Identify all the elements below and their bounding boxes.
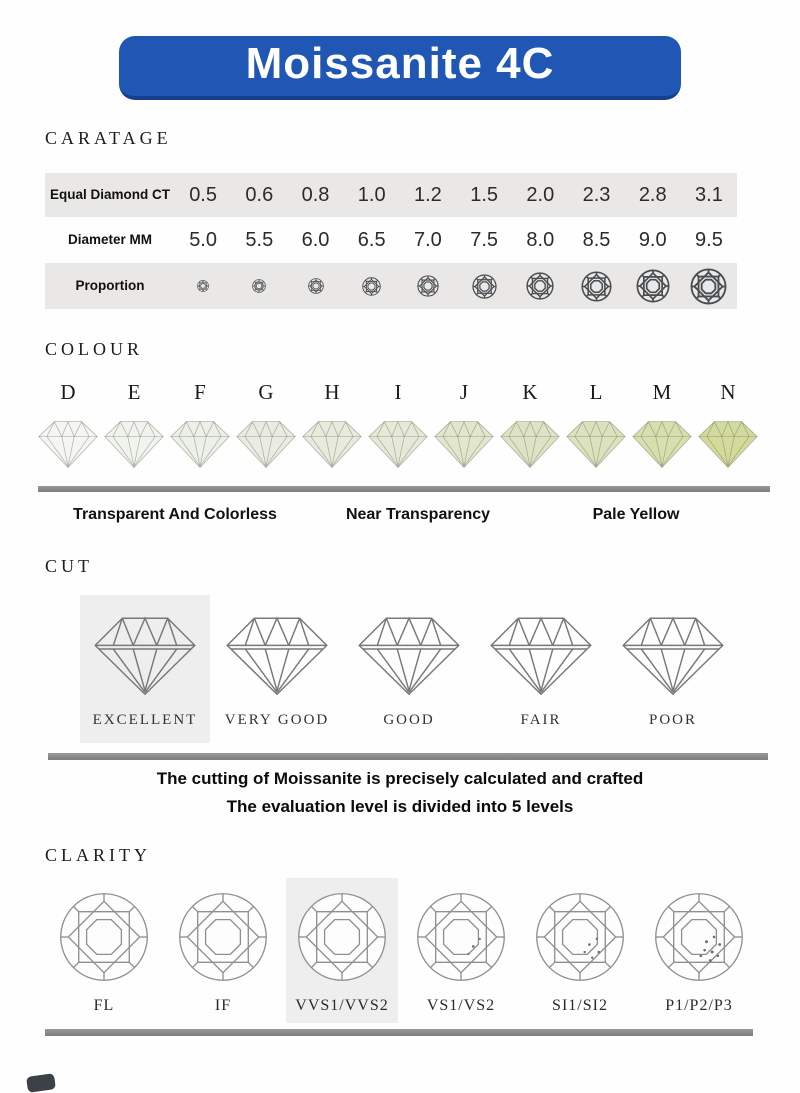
proportion-diamond-icon: [681, 268, 737, 305]
table-row-proportion: [45, 263, 737, 309]
diameter-value: 9.5: [695, 228, 723, 251]
range-label: Near Transparency: [345, 506, 491, 523]
grade-letter: D: [60, 380, 76, 404]
clarity-levels: [48, 878, 800, 1023]
clarity-level-p: [643, 878, 755, 1023]
cut-diamond-icon: [221, 611, 333, 697]
grade-letter: G: [258, 380, 274, 404]
proportion-diamond-icon: [344, 275, 400, 298]
row-label-diameter: Diameter MM: [67, 231, 153, 247]
range-label: Pale Yellow: [592, 506, 680, 523]
colour-range-labels: [35, 506, 751, 524]
carat-value: 0.6: [245, 183, 274, 206]
clarity-diamond-icon: [57, 890, 151, 984]
table-row-carat: [45, 173, 737, 217]
cut-heading: CUT: [45, 556, 93, 576]
cut-levels: [80, 595, 800, 743]
colour-grade-diamonds: [35, 419, 761, 474]
clarity-level-label: FL: [93, 997, 115, 1014]
clarity-level-label: VS1/VS2: [426, 997, 496, 1014]
cut-divider: [48, 753, 768, 760]
row-label-proportion: Proportion: [75, 277, 145, 293]
cut-level-good: [344, 595, 474, 743]
cut-diamond-icon: [617, 611, 729, 697]
carat-value: 0.8: [301, 183, 330, 206]
clarity-level-vs: [405, 878, 517, 1023]
clarity-level-if: [167, 878, 279, 1023]
diameter-value: 9.0: [638, 228, 667, 251]
page-title: Moissanite 4C: [245, 39, 555, 88]
diameter-value: 5.5: [245, 228, 274, 251]
colour-diamond-icon: [365, 419, 431, 474]
cut-level-very-good: [212, 595, 342, 743]
clarity-diamond-icon: [533, 890, 627, 984]
caratage-table: [45, 173, 737, 309]
cut-diamond-icon: [89, 611, 201, 697]
grade-letter: L: [589, 380, 603, 404]
proportion-diamond-icon: [512, 272, 568, 300]
grade-letter: F: [194, 380, 206, 404]
colour-heading: COLOUR: [45, 339, 144, 359]
colour-diamond-icon: [167, 419, 233, 474]
carat-value: 2.0: [526, 183, 555, 206]
carat-value: 3.1: [695, 183, 723, 206]
colour-diamond-icon: [101, 419, 167, 474]
clarity-diamond-icon: [414, 890, 508, 984]
proportion-diamond-icon: [625, 269, 681, 303]
cut-note-line1: The cutting of Moissanite is precisely calculated and crafted: [156, 769, 644, 788]
diameter-value: 7.0: [414, 228, 442, 251]
colour-diamond-icon: [299, 419, 365, 474]
clarity-divider: [45, 1029, 753, 1036]
proportion-diamond-icon: [231, 275, 287, 298]
carat-value: 2.3: [582, 183, 611, 206]
colour-diamond-icon: [497, 419, 563, 474]
clarity-diamond-icon: [295, 890, 389, 984]
clarity-level-vvs: [286, 878, 398, 1023]
row-label-carat: Equal Diamond CT: [49, 186, 170, 202]
clarity-level-label: IF: [214, 997, 232, 1014]
cut-level-poor: [608, 595, 738, 743]
colour-diamond-icon: [35, 419, 101, 474]
cut-level-fair: [476, 595, 606, 743]
cut-diamond-icon: [353, 611, 465, 697]
clarity-diamond-icon: [652, 890, 746, 984]
title-banner: [119, 36, 681, 100]
diameter-value: 6.0: [301, 228, 330, 251]
cut-level-excellent: [80, 595, 210, 743]
cut-level-label: FAIR: [520, 712, 562, 728]
cut-level-label: EXCELLENT: [92, 712, 198, 728]
clarity-diamond-icon: [176, 890, 270, 984]
colour-diamond-icon: [695, 419, 761, 474]
proportion-diamond-icon: [175, 275, 231, 298]
clarity-level-si: [524, 878, 636, 1023]
carat-value: 0.5: [189, 183, 217, 206]
grade-letter: M: [652, 380, 672, 404]
grade-letter: J: [459, 380, 469, 404]
proportion-diamond-icon: [287, 275, 343, 298]
clarity-heading: CLARITY: [45, 845, 151, 865]
colour-diamond-icon: [563, 419, 629, 474]
grade-letter: H: [324, 380, 340, 404]
cut-level-label: POOR: [648, 712, 697, 728]
cut-diamond-icon: [485, 611, 597, 697]
proportion-diamond-icon: [456, 274, 512, 299]
proportion-diamond-icon: [400, 275, 456, 298]
diameter-value: 8.0: [526, 228, 555, 251]
diameter-value: 5.0: [189, 228, 217, 251]
colour-diamond-icon: [233, 419, 299, 474]
carat-value: 1.5: [470, 183, 499, 206]
grade-letter: N: [720, 380, 736, 404]
diameter-value: 7.5: [470, 228, 499, 251]
diameter-value: 6.5: [357, 228, 386, 251]
table-row-diameter: [45, 217, 737, 263]
grade-letter: K: [522, 380, 538, 404]
clarity-level-fl: [48, 878, 160, 1023]
cropped-corner-artifact: [26, 1073, 56, 1093]
cut-note-line2: The evaluation level is divided into 5 levels: [226, 797, 574, 816]
clarity-level-label: VVS1/VVS2: [295, 997, 389, 1014]
grade-letter: E: [127, 380, 141, 404]
cut-level-label: GOOD: [383, 712, 435, 728]
grade-letter: I: [394, 380, 402, 404]
clarity-level-label: P1/P2/P3: [665, 997, 733, 1014]
diameter-value: 8.5: [582, 228, 611, 251]
carat-value: 1.0: [357, 183, 386, 206]
carat-value: 2.8: [638, 183, 667, 206]
cut-level-label: VERY GOOD: [224, 712, 330, 728]
colour-diamond-icon: [431, 419, 497, 474]
proportion-diamond-icon: [568, 271, 624, 302]
range-label: Transparent And Colorless: [73, 506, 277, 523]
colour-divider: [38, 486, 770, 492]
carat-value: 1.2: [414, 183, 442, 206]
colour-diamond-icon: [629, 419, 695, 474]
caratage-heading: CARATAGE: [45, 128, 172, 148]
colour-grade-letters: [35, 380, 761, 405]
clarity-level-label: SI1/SI2: [552, 997, 608, 1014]
